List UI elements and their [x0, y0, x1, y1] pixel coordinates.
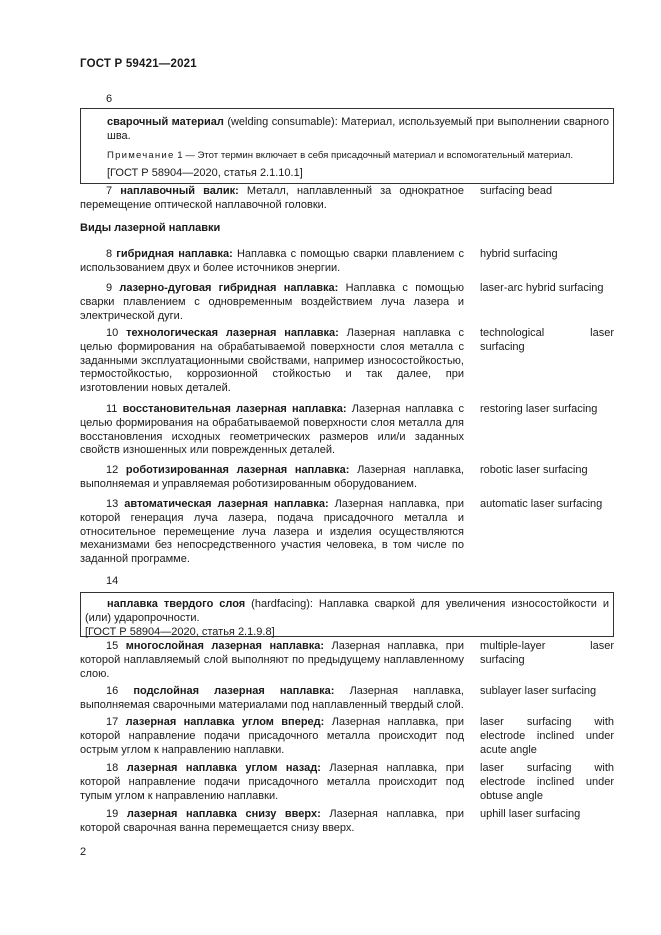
term-9-english: laser-arc hybrid surfacing: [480, 282, 604, 294]
box6-definition: Материал, используемый при выполнении сварного шва.: [107, 116, 610, 142]
term-10-name: технологическая лазерная наплавка:: [126, 327, 339, 339]
section-title: Виды лазерной наплавки: [80, 222, 221, 234]
term-18-definition: 18 лазерная наплавка углом назад: Лазерная наплавка, при которой направление подачи присадочного металла происходит под тупым углом к направлению наплавки.: [80, 762, 465, 802]
box6-english: (welding consumable):: [227, 116, 338, 128]
term-17-definition: 17 лазерная наплавка углом вперед: Лазерная наплавка, при которой направление подачи присадочного металла происходит под острым углом к направлению наплавки.: [80, 716, 465, 756]
term-12-name: роботизированная лазерная наплавка:: [125, 464, 350, 476]
term-8-definition: 8 гибридная наплавка: Наплавка с помощью сварки плавлением с использованием двух и более источников энергии.: [80, 248, 464, 274]
box6-note: [107, 149, 609, 162]
term-16-english: sublayer laser surfacing: [480, 685, 597, 697]
term-7-definition: 7 наплавочный валик: Металл, наплавленный за однократное перемещение оптической наплавочной головки.: [80, 185, 464, 211]
term-7-name: наплавочный валик:: [120, 185, 239, 197]
term-number-14: 14: [106, 575, 119, 587]
definition-box-14: [80, 592, 614, 637]
term-11-english: restoring laser surfacing: [480, 403, 598, 415]
note-label: Примечание: [107, 150, 175, 161]
term-15-name: многослойная лазерная наплавка:: [125, 640, 325, 652]
term-17-english: laser surfacing with electrode inclined under acute angle: [480, 716, 614, 756]
box14-english: (hardfacing):: [251, 598, 313, 610]
term-13-english: automatic laser surfacing: [480, 498, 603, 510]
box6-reference: [ГОСТ Р 58904—2020, статья 2.1.10.1]: [107, 167, 303, 179]
term-12-english: robotic laser surfacing: [480, 464, 588, 476]
term-16-definition: 16 подслойная лазерная наплавка: Лазерная наплавка, выполняемая сварочными материалами под наплавленный твердый слой.: [80, 685, 464, 711]
term-18-english: laser surfacing with electrode inclined under obtuse angle: [480, 762, 614, 802]
term-10-definition: 10 технологическая лазерная наплавка: Лазерная наплавка с целью формирования на обрабатываемой поверхности слоя металла с заданными эксплуатационными свойствами, например износостойкостью, термостойкостью, коррозионной стойкостью и так далее, при изготовлении новых деталей.: [80, 327, 464, 395]
term-15-english: multiple-layer laser surfacing: [480, 640, 614, 666]
term-16-name: подслойная лазерная наплавка:: [133, 685, 335, 697]
term-19-english: uphill laser surfacing: [480, 808, 581, 820]
box14-definition: Наплавка сваркой для увеличения износостойкости и (или) ударопрочности.: [85, 598, 609, 624]
term-11-definition: 11 восстановительная лазерная наплавка: Лазерная наплавка с целью формирования на обрабатываемой поверхности слоя металла для восстановления исходных геометрических размеров или/и заданных свойств изношенных или поврежденных деталей.: [80, 403, 464, 457]
term-19-definition: 19 лазерная наплавка снизу вверх: Лазерная наплавка, при которой сварочная ванна перемещается снизу вверх.: [80, 808, 464, 834]
standard-header: ГОСТ Р 59421—2021: [80, 58, 197, 70]
term-13-definition: 13 автоматическая лазерная наплавка: Лазерная наплавка, при которой генерация луча лазера, подача присадочного металла и относительное перемещение луча лазера и изделия осуществляются механизмами без непосредственного участия человека, в том числе по заданной программе.: [80, 498, 464, 566]
term-13-name: автоматическая лазерная наплавка:: [124, 498, 329, 510]
term-7-english: surfacing bead: [480, 185, 553, 197]
box14-term: наплавка твердого слоя: [107, 598, 246, 610]
box14-reference: [ГОСТ Р 58904—2020, статья 2.1.9.8]: [85, 626, 275, 638]
note-text: 1 — Этот термин включает в себя присадочный материал и вспомогательный материал.: [177, 150, 574, 161]
term-10-english: technological laser surfacing: [480, 327, 614, 353]
term-11-name: восстановительная лазерная наплавка:: [122, 403, 347, 415]
term-number-6: 6: [106, 93, 113, 105]
box14-definition-line: [85, 597, 609, 625]
box6-term: сварочный материал: [107, 116, 224, 128]
term-9-name: лазерно-дуговая гибридная наплавка:: [119, 282, 339, 294]
term-19-name: лазерная наплавка снизу вверх:: [126, 808, 321, 820]
term-15-definition: 15 многослойная лазерная наплавка: Лазерная наплавка, при которой наплавляемый слой выполняют по предыдущему наплавленному слою.: [80, 640, 464, 680]
definition-box-6: [80, 108, 614, 184]
term-18-name: лазерная наплавка углом назад:: [126, 762, 321, 774]
term-9-definition: 9 лазерно-дуговая гибридная наплавка: Наплавка с помощью сварки плавлением с одновременным воздействием луча лазера и электрической дуги.: [80, 282, 464, 322]
term-8-name: гибридная наплавка:: [116, 248, 233, 260]
term-12-definition: 12 роботизированная лазерная наплавка: Лазерная наплавка, выполняемая и управляемая роботизированным оборудованием.: [80, 464, 464, 490]
box6-definition-line: [107, 115, 609, 143]
term-17-name: лазерная наплавка углом вперед:: [125, 716, 325, 728]
term-8-english: hybrid surfacing: [480, 248, 558, 260]
page-number: 2: [80, 846, 87, 858]
